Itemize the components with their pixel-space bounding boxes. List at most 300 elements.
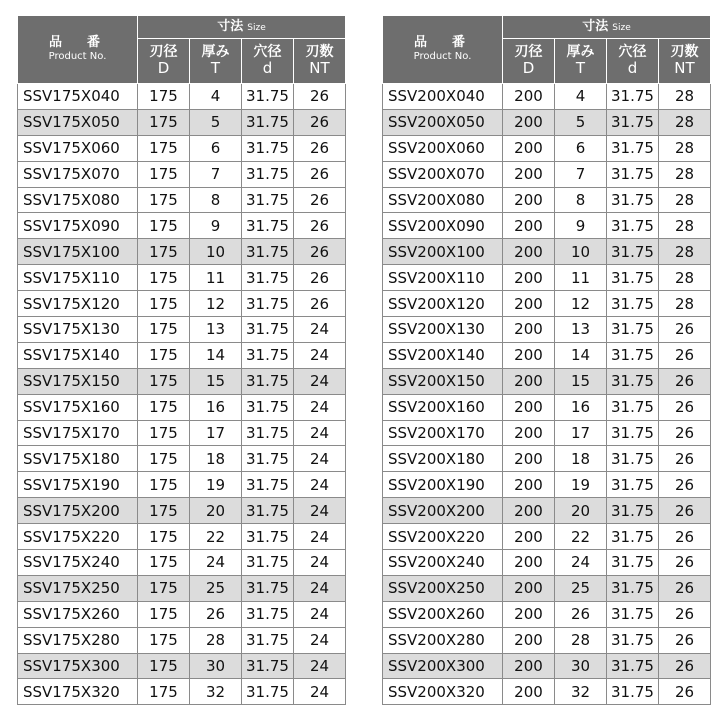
col-header-bore xyxy=(242,39,294,84)
table-row xyxy=(18,213,346,239)
bore-cell: 31.75 xyxy=(242,342,294,368)
bore-cell: 31.75 xyxy=(607,368,659,394)
bore-cell: 31.75 xyxy=(607,213,659,239)
product-no-cell: SSV200X140 xyxy=(383,342,503,368)
product-no-cell: SSV175X190 xyxy=(18,472,138,498)
bore-cell: 31.75 xyxy=(242,472,294,498)
diameter-cell: 200 xyxy=(503,317,555,343)
table-row xyxy=(18,135,346,161)
thickness-cell: 20 xyxy=(555,498,607,524)
thickness-cell: 30 xyxy=(190,653,242,679)
product-no-header-jp: 品 番 xyxy=(413,35,471,51)
thickness-cell: 16 xyxy=(555,394,607,420)
thickness-cell: 13 xyxy=(555,317,607,343)
table-row xyxy=(18,627,346,653)
teeth-cell: 26 xyxy=(659,446,711,472)
diameter-cell: 200 xyxy=(503,109,555,135)
teeth-cell: 28 xyxy=(659,239,711,265)
teeth-cell: 26 xyxy=(294,187,346,213)
diameter-cell: 200 xyxy=(503,446,555,472)
table-row xyxy=(383,550,711,576)
teeth-cell: 24 xyxy=(294,317,346,343)
diameter-cell: 200 xyxy=(503,472,555,498)
table-row xyxy=(383,653,711,679)
table-row xyxy=(383,394,711,420)
table-row xyxy=(18,420,346,446)
teeth-cell: 24 xyxy=(294,446,346,472)
thickness-cell: 17 xyxy=(555,420,607,446)
product-no-cell: SSV175X280 xyxy=(18,627,138,653)
teeth-cell: 28 xyxy=(659,187,711,213)
col-header-jp: 刃径 xyxy=(514,43,543,60)
table-row xyxy=(18,265,346,291)
table-row xyxy=(18,498,346,524)
product-table-ssv175 xyxy=(17,15,346,705)
bore-cell: 31.75 xyxy=(607,161,659,187)
diameter-cell: 200 xyxy=(503,524,555,550)
thickness-cell: 5 xyxy=(190,109,242,135)
product-no-cell: SSV175X170 xyxy=(18,420,138,446)
table-row xyxy=(383,498,711,524)
thickness-cell: 22 xyxy=(555,524,607,550)
teeth-cell: 26 xyxy=(294,161,346,187)
teeth-cell: 24 xyxy=(294,342,346,368)
col-header-sym: T xyxy=(210,59,221,78)
bore-cell: 31.75 xyxy=(242,135,294,161)
product-no-header xyxy=(18,16,138,84)
table-row xyxy=(18,239,346,265)
product-no-cell: SSV200X170 xyxy=(383,420,503,446)
table-row xyxy=(18,161,346,187)
col-header-thickness xyxy=(190,39,242,84)
bore-cell: 31.75 xyxy=(607,524,659,550)
table-row xyxy=(18,472,346,498)
thickness-cell: 32 xyxy=(190,679,242,705)
product-no-cell: SSV200X280 xyxy=(383,627,503,653)
teeth-cell: 24 xyxy=(294,420,346,446)
teeth-cell: 26 xyxy=(659,524,711,550)
teeth-cell: 28 xyxy=(659,135,711,161)
product-no-cell: SSV175X250 xyxy=(18,575,138,601)
product-no-cell: SSV200X060 xyxy=(383,135,503,161)
teeth-cell: 26 xyxy=(659,317,711,343)
thickness-cell: 16 xyxy=(190,394,242,420)
thickness-cell: 24 xyxy=(190,550,242,576)
product-no-cell: SSV200X200 xyxy=(383,498,503,524)
col-header-teeth xyxy=(659,39,711,84)
thickness-cell: 8 xyxy=(190,187,242,213)
product-no-cell: SSV175X150 xyxy=(18,368,138,394)
bore-cell: 31.75 xyxy=(242,550,294,576)
teeth-cell: 26 xyxy=(294,239,346,265)
diameter-cell: 175 xyxy=(138,265,190,291)
product-no-cell: SSV175X080 xyxy=(18,187,138,213)
product-no-cell: SSV175X160 xyxy=(18,394,138,420)
diameter-cell: 175 xyxy=(138,653,190,679)
diameter-cell: 200 xyxy=(503,368,555,394)
diameter-cell: 175 xyxy=(138,84,190,110)
product-no-cell: SSV175X240 xyxy=(18,550,138,576)
table-row xyxy=(383,239,711,265)
product-no-cell: SSV175X320 xyxy=(18,679,138,705)
product-no-cell: SSV200X050 xyxy=(383,109,503,135)
col-header-sym: D xyxy=(157,59,170,78)
diameter-cell: 200 xyxy=(503,342,555,368)
thickness-cell: 14 xyxy=(190,342,242,368)
diameter-cell: 175 xyxy=(138,446,190,472)
col-header-diameter xyxy=(138,39,190,84)
bore-cell: 31.75 xyxy=(242,317,294,343)
bore-cell: 31.75 xyxy=(242,601,294,627)
diameter-cell: 175 xyxy=(138,679,190,705)
thickness-cell: 4 xyxy=(555,84,607,110)
diameter-cell: 200 xyxy=(503,627,555,653)
product-no-cell: SSV175X100 xyxy=(18,239,138,265)
diameter-cell: 175 xyxy=(138,601,190,627)
table-row xyxy=(18,109,346,135)
bore-cell: 31.75 xyxy=(607,317,659,343)
product-no-cell: SSV175X220 xyxy=(18,524,138,550)
thickness-cell: 10 xyxy=(190,239,242,265)
teeth-cell: 26 xyxy=(659,342,711,368)
diameter-cell: 175 xyxy=(138,472,190,498)
thickness-cell: 18 xyxy=(190,446,242,472)
diameter-cell: 200 xyxy=(503,575,555,601)
col-header-jp: 穴径 xyxy=(618,43,647,60)
table-row xyxy=(383,265,711,291)
teeth-cell: 24 xyxy=(294,394,346,420)
bore-cell: 31.75 xyxy=(607,472,659,498)
table-row xyxy=(18,679,346,705)
teeth-cell: 24 xyxy=(294,575,346,601)
product-table-ssv200 xyxy=(382,15,711,705)
col-header-sym: T xyxy=(575,59,586,78)
diameter-cell: 175 xyxy=(138,135,190,161)
thickness-cell: 7 xyxy=(555,161,607,187)
product-no-cell: SSV175X040 xyxy=(18,84,138,110)
product-no-cell: SSV175X070 xyxy=(18,161,138,187)
diameter-cell: 200 xyxy=(503,161,555,187)
bore-cell: 31.75 xyxy=(242,446,294,472)
thickness-cell: 19 xyxy=(190,472,242,498)
product-no-cell: SSV200X040 xyxy=(383,84,503,110)
bore-cell: 31.75 xyxy=(242,265,294,291)
teeth-cell: 28 xyxy=(659,84,711,110)
thickness-cell: 22 xyxy=(190,524,242,550)
bore-cell: 31.75 xyxy=(607,550,659,576)
table-row xyxy=(383,161,711,187)
bore-cell: 31.75 xyxy=(607,109,659,135)
bore-cell: 31.75 xyxy=(242,368,294,394)
product-no-header-en: Product No. xyxy=(413,51,472,63)
diameter-cell: 200 xyxy=(503,420,555,446)
teeth-cell: 24 xyxy=(294,601,346,627)
bore-cell: 31.75 xyxy=(607,187,659,213)
table-row xyxy=(18,550,346,576)
product-no-cell: SSV175X140 xyxy=(18,342,138,368)
diameter-cell: 175 xyxy=(138,109,190,135)
teeth-cell: 26 xyxy=(659,472,711,498)
table-row xyxy=(383,291,711,317)
diameter-cell: 200 xyxy=(503,187,555,213)
teeth-cell: 24 xyxy=(294,550,346,576)
thickness-cell: 6 xyxy=(555,135,607,161)
diameter-cell: 200 xyxy=(503,135,555,161)
size-header-en: Size xyxy=(247,23,266,34)
bore-cell: 31.75 xyxy=(607,84,659,110)
table-row xyxy=(383,109,711,135)
diameter-cell: 200 xyxy=(503,394,555,420)
table-row xyxy=(18,291,346,317)
teeth-cell: 24 xyxy=(294,368,346,394)
thickness-cell: 26 xyxy=(190,601,242,627)
teeth-cell: 26 xyxy=(659,575,711,601)
product-no-cell: SSV200X180 xyxy=(383,446,503,472)
product-no-cell: SSV200X150 xyxy=(383,368,503,394)
teeth-cell: 28 xyxy=(659,291,711,317)
diameter-cell: 175 xyxy=(138,368,190,394)
col-header-sym: d xyxy=(262,59,273,78)
thickness-cell: 26 xyxy=(555,601,607,627)
table-row xyxy=(383,472,711,498)
teeth-cell: 26 xyxy=(659,394,711,420)
product-no-cell: SSV200X120 xyxy=(383,291,503,317)
teeth-cell: 26 xyxy=(659,601,711,627)
table-row xyxy=(383,317,711,343)
table-row xyxy=(18,84,346,110)
bore-cell: 31.75 xyxy=(242,498,294,524)
product-no-cell: SSV175X260 xyxy=(18,601,138,627)
diameter-cell: 200 xyxy=(503,679,555,705)
bore-cell: 31.75 xyxy=(607,601,659,627)
table-row xyxy=(383,135,711,161)
thickness-cell: 30 xyxy=(555,653,607,679)
product-no-cell: SSV200X250 xyxy=(383,575,503,601)
diameter-cell: 175 xyxy=(138,342,190,368)
thickness-cell: 10 xyxy=(555,239,607,265)
bore-cell: 31.75 xyxy=(242,291,294,317)
size-header xyxy=(503,16,711,39)
bore-cell: 31.75 xyxy=(242,109,294,135)
bore-cell: 31.75 xyxy=(242,394,294,420)
table-row xyxy=(18,446,346,472)
teeth-cell: 26 xyxy=(659,498,711,524)
product-no-cell: SSV200X300 xyxy=(383,653,503,679)
diameter-cell: 175 xyxy=(138,213,190,239)
product-no-header xyxy=(383,16,503,84)
col-header-jp: 穴径 xyxy=(253,43,282,60)
product-no-cell: SSV175X120 xyxy=(18,291,138,317)
thickness-cell: 17 xyxy=(190,420,242,446)
bore-cell: 31.75 xyxy=(607,265,659,291)
table-row xyxy=(383,575,711,601)
product-no-cell: SSV200X260 xyxy=(383,601,503,627)
thickness-cell: 8 xyxy=(555,187,607,213)
col-header-jp: 刃径 xyxy=(149,43,178,60)
table-row xyxy=(18,524,346,550)
thickness-cell: 24 xyxy=(555,550,607,576)
diameter-cell: 200 xyxy=(503,84,555,110)
product-no-cell: SSV175X180 xyxy=(18,446,138,472)
diameter-cell: 200 xyxy=(503,601,555,627)
teeth-cell: 26 xyxy=(659,653,711,679)
teeth-cell: 26 xyxy=(659,420,711,446)
bore-cell: 31.75 xyxy=(607,135,659,161)
teeth-cell: 26 xyxy=(294,109,346,135)
table-row xyxy=(18,368,346,394)
bore-cell: 31.75 xyxy=(607,291,659,317)
bore-cell: 31.75 xyxy=(242,239,294,265)
bore-cell: 31.75 xyxy=(242,161,294,187)
table-row xyxy=(383,627,711,653)
thickness-cell: 14 xyxy=(555,342,607,368)
product-no-cell: SSV200X190 xyxy=(383,472,503,498)
product-no-cell: SSV200X100 xyxy=(383,239,503,265)
thickness-cell: 7 xyxy=(190,161,242,187)
product-no-cell: SSV200X130 xyxy=(383,317,503,343)
thickness-cell: 28 xyxy=(190,627,242,653)
table-row xyxy=(18,317,346,343)
diameter-cell: 175 xyxy=(138,498,190,524)
size-header xyxy=(138,16,346,39)
diameter-cell: 175 xyxy=(138,161,190,187)
size-header-jp: 寸法 xyxy=(582,19,609,35)
table-row xyxy=(383,342,711,368)
thickness-cell: 15 xyxy=(555,368,607,394)
col-header-bore xyxy=(607,39,659,84)
bore-cell: 31.75 xyxy=(607,679,659,705)
thickness-cell: 9 xyxy=(190,213,242,239)
thickness-cell: 15 xyxy=(190,368,242,394)
teeth-cell: 28 xyxy=(659,109,711,135)
table-row xyxy=(383,420,711,446)
product-no-header-jp: 品 番 xyxy=(48,35,106,51)
col-header-diameter xyxy=(503,39,555,84)
bore-cell: 31.75 xyxy=(242,84,294,110)
col-header-sym: NT xyxy=(674,59,695,78)
diameter-cell: 200 xyxy=(503,550,555,576)
bore-cell: 31.75 xyxy=(607,420,659,446)
table-row xyxy=(18,575,346,601)
table-row xyxy=(18,601,346,627)
bore-cell: 31.75 xyxy=(242,187,294,213)
product-no-cell: SSV200X110 xyxy=(383,265,503,291)
teeth-cell: 24 xyxy=(294,524,346,550)
thickness-cell: 5 xyxy=(555,109,607,135)
bore-cell: 31.75 xyxy=(607,446,659,472)
col-header-jp: 厚み xyxy=(566,43,595,60)
col-header-sym: d xyxy=(627,59,638,78)
thickness-cell: 12 xyxy=(555,291,607,317)
diameter-cell: 175 xyxy=(138,575,190,601)
product-no-cell: SSV200X080 xyxy=(383,187,503,213)
table-body xyxy=(18,84,346,705)
size-header-en: Size xyxy=(612,23,631,34)
table-body xyxy=(383,84,711,705)
col-header-jp: 刃数 xyxy=(670,43,699,60)
table-row xyxy=(18,187,346,213)
table-row xyxy=(383,187,711,213)
bore-cell: 31.75 xyxy=(242,575,294,601)
bore-cell: 31.75 xyxy=(242,627,294,653)
teeth-cell: 26 xyxy=(294,84,346,110)
product-no-cell: SSV175X060 xyxy=(18,135,138,161)
teeth-cell: 26 xyxy=(659,550,711,576)
bore-cell: 31.75 xyxy=(242,213,294,239)
product-no-cell: SSV200X240 xyxy=(383,550,503,576)
thickness-cell: 19 xyxy=(555,472,607,498)
thickness-cell: 20 xyxy=(190,498,242,524)
bore-cell: 31.75 xyxy=(607,239,659,265)
diameter-cell: 175 xyxy=(138,187,190,213)
table-row xyxy=(18,653,346,679)
thickness-cell: 25 xyxy=(190,575,242,601)
thickness-cell: 11 xyxy=(190,265,242,291)
teeth-cell: 24 xyxy=(294,627,346,653)
table-row xyxy=(18,342,346,368)
product-no-cell: SSV175X050 xyxy=(18,109,138,135)
table-row xyxy=(383,446,711,472)
bore-cell: 31.75 xyxy=(607,342,659,368)
diameter-cell: 175 xyxy=(138,524,190,550)
table-row xyxy=(383,213,711,239)
col-header-thickness xyxy=(555,39,607,84)
col-header-jp: 刃数 xyxy=(305,43,334,60)
teeth-cell: 28 xyxy=(659,265,711,291)
diameter-cell: 175 xyxy=(138,291,190,317)
bore-cell: 31.75 xyxy=(607,653,659,679)
product-no-cell: SSV200X220 xyxy=(383,524,503,550)
size-header-jp: 寸法 xyxy=(217,19,244,35)
bore-cell: 31.75 xyxy=(607,627,659,653)
bore-cell: 31.75 xyxy=(242,679,294,705)
diameter-cell: 200 xyxy=(503,213,555,239)
thickness-cell: 32 xyxy=(555,679,607,705)
col-header-teeth xyxy=(294,39,346,84)
product-no-cell: SSV175X130 xyxy=(18,317,138,343)
teeth-cell: 24 xyxy=(294,653,346,679)
product-no-cell: SSV175X110 xyxy=(18,265,138,291)
teeth-cell: 28 xyxy=(659,161,711,187)
product-no-cell: SSV175X200 xyxy=(18,498,138,524)
diameter-cell: 175 xyxy=(138,550,190,576)
teeth-cell: 26 xyxy=(659,627,711,653)
thickness-cell: 28 xyxy=(555,627,607,653)
teeth-cell: 24 xyxy=(294,498,346,524)
diameter-cell: 200 xyxy=(503,498,555,524)
teeth-cell: 24 xyxy=(294,472,346,498)
table-row xyxy=(383,679,711,705)
diameter-cell: 175 xyxy=(138,317,190,343)
table-row xyxy=(383,84,711,110)
diameter-cell: 175 xyxy=(138,627,190,653)
diameter-cell: 200 xyxy=(503,265,555,291)
diameter-cell: 175 xyxy=(138,394,190,420)
bore-cell: 31.75 xyxy=(607,575,659,601)
bore-cell: 31.75 xyxy=(242,420,294,446)
thickness-cell: 6 xyxy=(190,135,242,161)
bore-cell: 31.75 xyxy=(607,498,659,524)
teeth-cell: 28 xyxy=(659,213,711,239)
col-header-jp: 厚み xyxy=(201,43,230,60)
product-no-cell: SSV200X320 xyxy=(383,679,503,705)
teeth-cell: 26 xyxy=(294,265,346,291)
diameter-cell: 200 xyxy=(503,653,555,679)
thickness-cell: 11 xyxy=(555,265,607,291)
product-no-cell: SSV175X300 xyxy=(18,653,138,679)
bore-cell: 31.75 xyxy=(607,394,659,420)
table-row xyxy=(383,601,711,627)
